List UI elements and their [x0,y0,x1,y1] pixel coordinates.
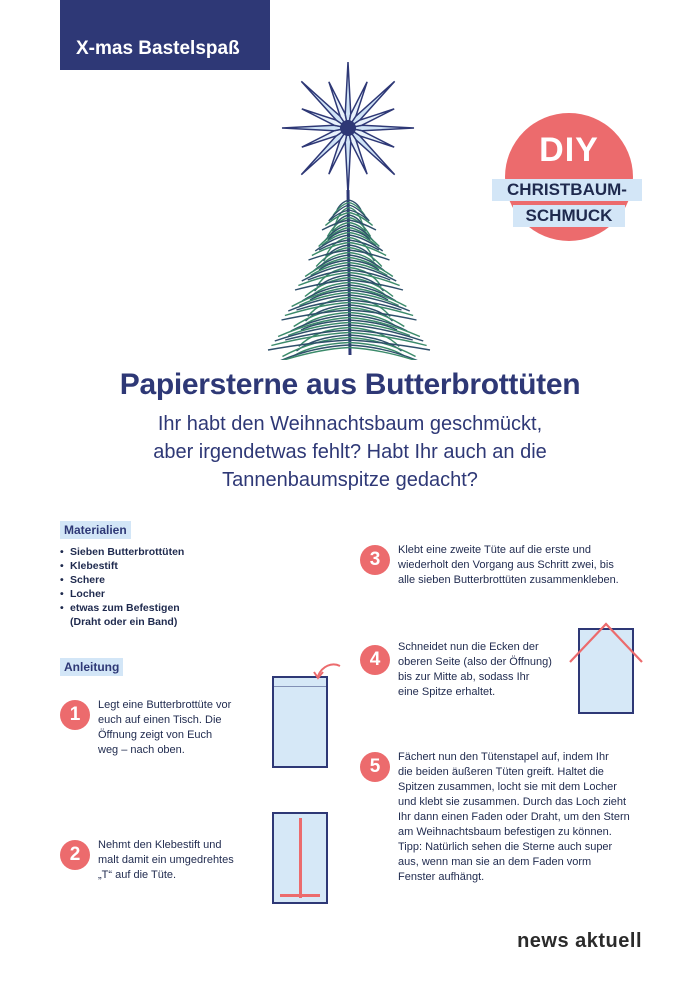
step-line: Fenster aufhängt. [398,871,485,883]
step-line: aus, wenn man sie an dem Faden vorm [398,856,592,868]
step-line: am Weihnachtsbaum befestigen zu können. [398,826,612,838]
star-tree-illustration [230,40,470,360]
step-line: euch auf einen Tisch. Die [98,714,222,726]
step-line: Schneidet nun die Ecken der [398,641,539,653]
step-number-4: 4 [360,645,390,675]
step-line: eine Spitze erhaltet. [398,686,496,698]
diy-title: DIY [539,131,599,169]
step-1-text [98,698,268,758]
step-line: wiederholt den Vorgang aus Schritt zwei, bis [398,559,614,571]
step-line: die beiden äußeren Tüten greift. Haltet die [398,766,604,778]
intro-line: Ihr habt den Weihnachtsbaum geschmückt, [157,413,543,435]
diy-subtitle-line2: SCHMUCK [513,205,625,227]
step-number-1: 1 [60,700,90,730]
step-line: weg – nach oben. [98,744,185,756]
fir-branch-icon [265,190,434,360]
step-line: bis zur Mitte ab, sodass Ihr [398,671,530,683]
step-line: Tipp: Natürlich sehen die Sterne auch super [398,841,613,853]
step-line: Öffnung zeigt von Euch [98,729,213,741]
anleitung-label: Anleitung [60,658,123,676]
material-item: • Klebestift [60,559,260,573]
step-2-text [98,838,268,883]
arrow-up-icon [312,660,344,684]
step-number-3: 3 [360,545,390,575]
step-line: und klebt sie zusammen. Durch das Loch zieht [398,796,627,808]
intro-text [80,410,620,494]
diy-subtitle-line1: CHRISTBAUM- [492,179,642,201]
header-label: X-mas Bastelspaß [76,38,240,59]
page-title: Papiersterne aus Butterbrottüten [119,368,581,401]
diy-badge [505,113,633,241]
step-line: oberen Seite (also der Öffnung) [398,656,552,668]
paper-star-icon [282,62,414,194]
step-line: Nehmt den Klebestift und [98,839,222,851]
step-4-text [398,640,568,700]
cut-corners-icon [566,618,646,668]
footer-brand: news aktuell [517,930,642,952]
step-line: Legt eine Butterbrottüte vor [98,699,232,711]
paper-bag-step2-icon [272,812,328,904]
step-line: Ihr dann einen Faden oder Draht, um den Stern [398,811,630,823]
paper-bag-step1-icon [272,676,328,768]
intro-line: Tannenbaumspitze gedacht? [222,469,478,491]
step-line: „T“ auf die Tüte. [98,869,177,881]
intro-line: aber irgendetwas fehlt? Habt Ihr auch an die [153,441,547,463]
step-number-5: 5 [360,752,390,782]
step-5-text [398,750,658,885]
material-item: • Sieben Butterbrottüten [60,545,260,559]
material-item: • etwas zum Befestigen [60,601,260,615]
step-line: alle sieben Butterbrottüten zusammenkleben. [398,574,619,586]
materials-label: Materialien [60,521,131,539]
step-line: malt damit ein umgedrehtes [98,854,234,866]
step-number-2: 2 [60,840,90,870]
material-item: • Locher [60,587,260,601]
step-line: Fächert nun den Tütenstapel auf, indem Ihr [398,751,609,763]
material-item: • Schere [60,573,260,587]
step-3-text [398,543,648,588]
step-line: Klebt eine zweite Tüte auf die erste und [398,544,592,556]
material-item-note: (Draht oder ein Band) [70,616,178,628]
step-line: Spitzen zusammen, locht sie mit dem Locher [398,781,617,793]
materials-list [60,545,260,629]
